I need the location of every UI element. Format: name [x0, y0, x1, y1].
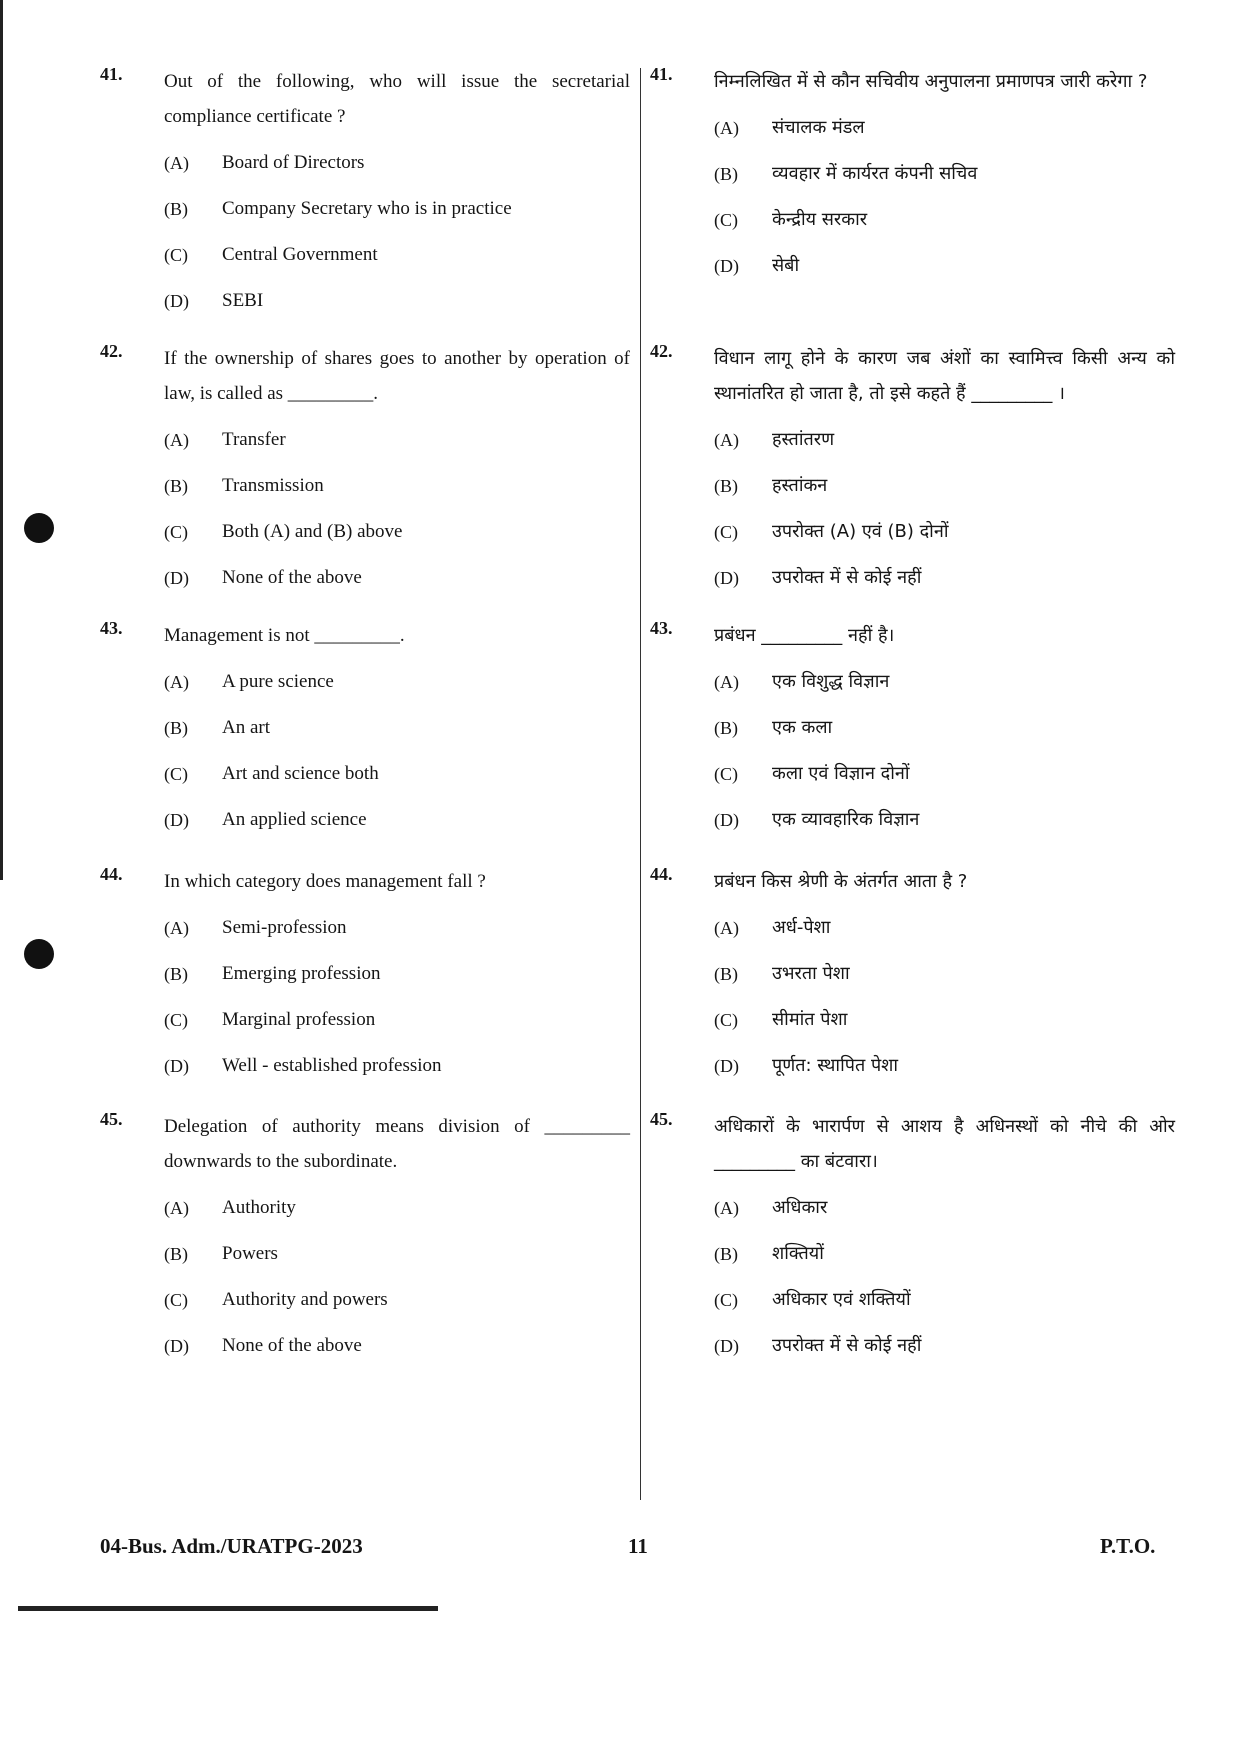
- option-label: (B): [164, 199, 188, 219]
- question-43: [100, 618, 630, 843]
- option-text: उपरोक्त में से कोई नहीं: [772, 1335, 922, 1356]
- scan-left-edge: [0, 0, 3, 880]
- option-label: (A): [164, 672, 189, 692]
- option-text: Powers: [222, 1243, 278, 1264]
- question-number: 45.: [100, 1109, 123, 1129]
- option-a: [164, 659, 630, 705]
- question-43: [650, 618, 1175, 843]
- option-a: [714, 1185, 1175, 1231]
- option-text: पूर्णत: स्थापित पेशा: [772, 1055, 899, 1076]
- option-text: अधिकार एवं शक्तियों: [772, 1289, 911, 1310]
- question-45: [650, 1109, 1175, 1369]
- option-label: (B): [714, 1244, 738, 1264]
- option-text: A pure science: [222, 671, 334, 692]
- option-text: Transmission: [222, 475, 324, 496]
- option-d: [164, 797, 630, 843]
- question-number: 44.: [100, 864, 123, 884]
- option-label: (C): [164, 522, 188, 542]
- question-number: 43.: [100, 618, 123, 638]
- option-a: [714, 905, 1175, 951]
- option-c: [164, 1277, 630, 1323]
- option-text: सेबी: [772, 255, 800, 276]
- option-text: Company Secretary who is in practice: [222, 198, 512, 219]
- question-text: प्रबंधन _________ नहीं है।: [714, 625, 895, 646]
- option-text: Central Government: [222, 244, 378, 265]
- option-b: [714, 1231, 1175, 1277]
- option-b: [164, 1231, 630, 1277]
- option-text: व्यवहार में कार्यरत कंपनी सचिव: [772, 163, 978, 184]
- option-label: (C): [714, 1010, 738, 1030]
- option-d: [164, 1043, 630, 1089]
- option-b: [714, 951, 1175, 997]
- option-d: [714, 1323, 1175, 1369]
- option-c: [164, 997, 630, 1043]
- column-divider: [640, 68, 641, 1500]
- option-label: (B): [164, 476, 188, 496]
- option-text: अर्ध-पेशा: [772, 917, 831, 938]
- option-c: [164, 751, 630, 797]
- page-number: 11: [628, 1534, 648, 1558]
- option-text: एक व्यावहारिक विज्ञान: [772, 809, 920, 830]
- option-d: [164, 1323, 630, 1369]
- question-number: 42.: [650, 341, 673, 361]
- option-text: Both (A) and (B) above: [222, 521, 403, 542]
- option-text: Semi-profession: [222, 917, 347, 938]
- options-list: [714, 417, 1175, 601]
- option-text: An art: [222, 717, 271, 738]
- question-number: 45.: [650, 1109, 673, 1129]
- bottom-rule: [18, 1606, 438, 1611]
- option-label: (A): [164, 1198, 189, 1218]
- option-text: Board of Directors: [222, 152, 365, 173]
- option-label: (C): [164, 1010, 188, 1030]
- option-label: (A): [714, 918, 739, 938]
- option-label: (D): [164, 568, 189, 588]
- question-text: Delegation of authority means division of _________ downwards to the subordinate.: [164, 1116, 630, 1172]
- option-c: [714, 1277, 1175, 1323]
- option-label: (D): [714, 256, 739, 276]
- option-text: Authority and powers: [222, 1289, 388, 1310]
- option-text: शक्तियों: [772, 1243, 824, 1264]
- option-b: [164, 705, 630, 751]
- options-list: [714, 905, 1175, 1089]
- options-list: [164, 1185, 630, 1369]
- question-text: प्रबंधन किस श्रेणी के अंतर्गत आता है ?: [714, 871, 968, 892]
- option-b: [714, 705, 1175, 751]
- option-label: (B): [714, 964, 738, 984]
- option-text: कला एवं विज्ञान दोनों: [772, 763, 910, 784]
- option-d: [164, 555, 630, 601]
- option-text: SEBI: [222, 290, 264, 311]
- option-label: (D): [714, 1336, 739, 1356]
- options-list: [714, 1185, 1175, 1369]
- option-label: (A): [714, 672, 739, 692]
- option-label: (D): [714, 810, 739, 830]
- option-b: [164, 951, 630, 997]
- option-text: None of the above: [222, 567, 362, 588]
- option-label: (B): [164, 1244, 188, 1264]
- option-text: None of the above: [222, 1335, 362, 1356]
- option-text: Emerging profession: [222, 963, 381, 984]
- question-text: Out of the following, who will issue the secretarial compliance certificate ?: [164, 71, 630, 127]
- option-label: (A): [714, 118, 739, 138]
- option-label: (C): [164, 245, 188, 265]
- option-c: [714, 997, 1175, 1043]
- option-text: उपरोक्त (A) एवं (B) दोनों: [772, 521, 949, 542]
- option-label: (B): [164, 718, 188, 738]
- option-label: (D): [164, 810, 189, 830]
- options-list: [714, 659, 1175, 843]
- question-number: 44.: [650, 864, 673, 884]
- punch-hole-bottom: [24, 939, 54, 969]
- option-d: [714, 1043, 1175, 1089]
- option-label: (C): [714, 1290, 738, 1310]
- option-label: (D): [164, 291, 189, 311]
- option-text: Art and science both: [222, 763, 379, 784]
- option-text: हस्तांकन: [772, 475, 828, 496]
- option-d: [714, 797, 1175, 843]
- question-41: [100, 64, 630, 324]
- option-text: उभरता पेशा: [772, 963, 850, 984]
- option-c: [164, 509, 630, 555]
- option-b: [164, 463, 630, 509]
- option-a: [714, 417, 1175, 463]
- option-label: (D): [164, 1056, 189, 1076]
- option-label: (C): [714, 764, 738, 784]
- question-42: [100, 341, 630, 601]
- option-label: (B): [714, 476, 738, 496]
- option-text: Well - established profession: [222, 1055, 442, 1076]
- option-label: (D): [714, 568, 739, 588]
- question-number: 42.: [100, 341, 123, 361]
- option-label: (B): [714, 718, 738, 738]
- punch-hole-top: [24, 513, 54, 543]
- question-number: 41.: [100, 64, 123, 84]
- options-list: [714, 105, 1175, 289]
- option-b: [164, 186, 630, 232]
- option-a: [164, 140, 630, 186]
- please-turn-over: P.T.O.: [1100, 1534, 1156, 1558]
- option-c: [714, 751, 1175, 797]
- option-c: [714, 197, 1175, 243]
- question-number: 41.: [650, 64, 673, 84]
- question-text: Management is not _________.: [164, 625, 405, 646]
- option-text: Marginal profession: [222, 1009, 376, 1030]
- question-45: [100, 1109, 630, 1369]
- option-c: [714, 509, 1175, 555]
- question-41: [650, 64, 1175, 289]
- question-44: [100, 864, 630, 1089]
- option-label: (A): [714, 430, 739, 450]
- option-c: [164, 232, 630, 278]
- option-label: (D): [714, 1056, 739, 1076]
- option-label: (A): [714, 1198, 739, 1218]
- option-label: (A): [164, 153, 189, 173]
- option-text: Transfer: [222, 429, 286, 450]
- option-text: सीमांत पेशा: [772, 1009, 848, 1030]
- option-a: [164, 417, 630, 463]
- option-d: [164, 278, 630, 324]
- option-label: (D): [164, 1336, 189, 1356]
- options-list: [164, 905, 630, 1089]
- option-a: [164, 905, 630, 951]
- question-text: निम्नलिखित में से कौन सचिवीय अनुपालना प्रमाणपत्र जारी करेगा ?: [714, 71, 1148, 92]
- question-text: In which category does management fall ?: [164, 871, 486, 892]
- paper-code: 04-Bus. Adm./URATPG-2023: [100, 1534, 363, 1558]
- options-list: [164, 140, 630, 324]
- option-text: एक कला: [772, 717, 833, 738]
- option-b: [714, 463, 1175, 509]
- option-d: [714, 555, 1175, 601]
- option-label: (C): [164, 1290, 188, 1310]
- option-a: [714, 105, 1175, 151]
- option-b: [714, 151, 1175, 197]
- option-label: (B): [714, 164, 738, 184]
- question-text: अधिकारों के भारार्पण से आशय है अधिनस्थों को नीचे की ओर _________ का बंटवारा।: [714, 1116, 1175, 1172]
- option-text: हस्तांतरण: [772, 429, 835, 450]
- option-a: [164, 1185, 630, 1231]
- option-label: (C): [164, 764, 188, 784]
- options-list: [164, 417, 630, 601]
- option-text: An applied science: [222, 809, 367, 830]
- option-text: अधिकार: [772, 1197, 828, 1218]
- question-44: [650, 864, 1175, 1089]
- option-text: संचालक मंडल: [772, 117, 865, 138]
- option-text: उपरोक्त में से कोई नहीं: [772, 567, 922, 588]
- option-text: एक विशुद्ध विज्ञान: [772, 671, 890, 692]
- option-label: (C): [714, 210, 738, 230]
- option-label: (A): [164, 918, 189, 938]
- option-label: (A): [164, 430, 189, 450]
- question-text: If the ownership of shares goes to another by operation of law, is called as _________.: [164, 348, 630, 404]
- option-label: (C): [714, 522, 738, 542]
- option-text: केन्द्रीय सरकार: [772, 209, 868, 230]
- option-text: Authority: [222, 1197, 296, 1218]
- option-label: (B): [164, 964, 188, 984]
- options-list: [164, 659, 630, 843]
- question-text: विधान लागू होने के कारण जब अंशों का स्वामित्त्व किसी अन्य को स्थानांतरित हो जाता है, तो इसे कहते हैं _________ ।: [714, 348, 1175, 404]
- option-a: [714, 659, 1175, 705]
- question-42: [650, 341, 1175, 601]
- option-d: [714, 243, 1175, 289]
- question-number: 43.: [650, 618, 673, 638]
